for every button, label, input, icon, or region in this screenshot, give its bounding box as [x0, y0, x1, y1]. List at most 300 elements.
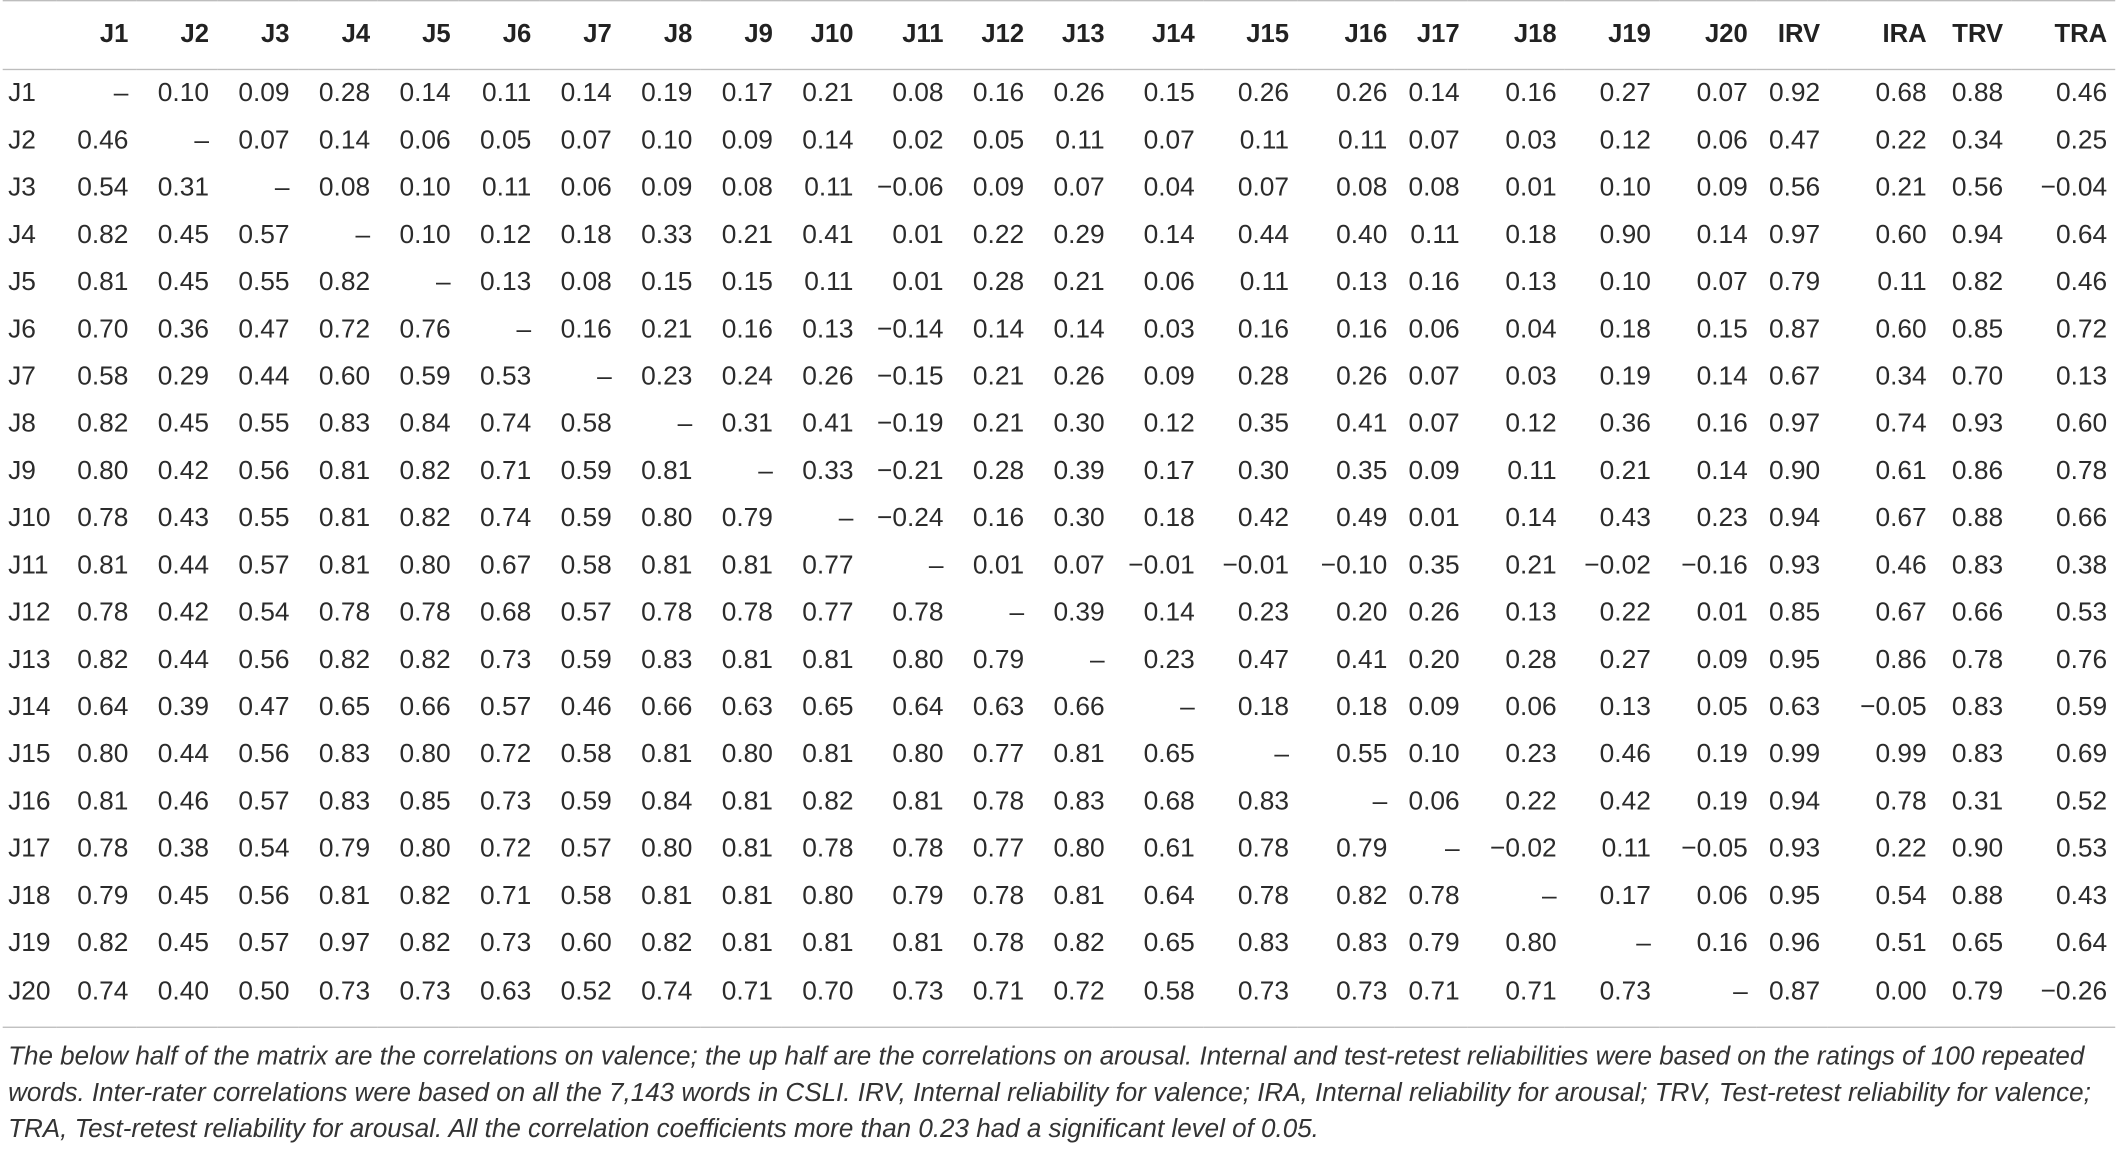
table-cell: 0.45 — [157, 928, 209, 958]
table-cell: 0.47 — [238, 314, 290, 344]
table-cell: 0.72 — [480, 739, 532, 769]
table-cell: 0.43 — [1599, 503, 1651, 533]
table-cell: 0.97 — [1768, 219, 1821, 250]
table-cell: 0.28 — [972, 267, 1025, 297]
table-cell: 0.22 — [1875, 833, 1927, 864]
table-cell: 0.41 — [1336, 408, 1388, 439]
column-header: J1 — [57, 1, 136, 70]
table-cell: 0.60 — [1875, 314, 1927, 344]
table-cell: 0.78 — [77, 833, 129, 864]
table-cell: 0.06 — [1143, 267, 1195, 297]
table-cell: 0.14 — [1696, 455, 1748, 486]
table-cell: 0.73 — [862, 967, 952, 1027]
table-cell: 0.60 — [318, 361, 371, 392]
table-cell: −0.19 — [876, 408, 944, 439]
table-cell: 0.06 — [1505, 692, 1557, 722]
table-cell: 0.10 — [1599, 267, 1651, 297]
table-cell: 0.45 — [157, 408, 209, 439]
table-cell: 0.05 — [480, 125, 532, 156]
table-cell: 0.28 — [972, 455, 1025, 486]
table-cell: – — [1009, 597, 1025, 628]
table-cell: 0.10 — [399, 172, 451, 203]
table-cell: 0.08 — [318, 172, 371, 203]
table-row — [3, 826, 2116, 873]
table-cell: 0.65 — [802, 692, 854, 722]
table-cell: 0.58 — [1113, 967, 1203, 1027]
table-row — [3, 401, 2116, 448]
table-cell: 0.90 — [1768, 455, 1821, 486]
table-cell: 0.82 — [77, 644, 129, 675]
table-cell: 0.12 — [1599, 125, 1651, 156]
table-cell: 0.83 — [1237, 928, 1290, 958]
table-cell: 0.81 — [721, 644, 773, 675]
table-cell: −0.02 — [1490, 833, 1557, 864]
table-cell: 0.13 — [480, 267, 532, 297]
table-cell: 0.78 — [77, 503, 129, 533]
table-cell: 0.00 — [1828, 967, 1935, 1027]
column-header: J12 — [952, 1, 1033, 70]
table-cell: 0.33 — [641, 219, 693, 250]
table-cell: 0.11 — [1239, 267, 1290, 297]
table-row — [3, 873, 2116, 920]
table-cell: 0.18 — [1143, 503, 1195, 533]
table-cell: 0.66 — [641, 692, 693, 722]
table-cell: −0.15 — [876, 361, 944, 392]
table-cell: 0.26 — [1336, 78, 1388, 108]
table-cell: 0.81 — [641, 739, 693, 769]
table-cell: 0.54 — [77, 172, 129, 203]
table-cell: 0.83 — [318, 408, 371, 439]
table-cell: 0.95 — [1768, 644, 1821, 675]
table-cell: 0.09 — [1408, 692, 1460, 722]
table-cell: 0.79 — [77, 880, 129, 911]
table-cell: 0.36 — [1599, 408, 1651, 439]
table-cell: 0.56 — [1951, 172, 2004, 203]
table-cell: 0.10 — [157, 78, 209, 108]
table-cell: 0.14 — [1408, 78, 1460, 108]
table-cell: 0.12 — [480, 219, 532, 250]
table-cell: 0.23 — [1505, 739, 1557, 769]
table-cell: – — [838, 503, 854, 533]
table-cell: 0.81 — [318, 880, 371, 911]
table-cell: 0.80 — [892, 644, 944, 675]
table-cell: 0.79 — [1768, 267, 1821, 297]
table-cell: −0.16 — [1681, 550, 1748, 581]
table-cell: 0.64 — [2055, 219, 2108, 250]
row-label: J19 — [8, 928, 51, 958]
table-cell: 0.59 — [560, 503, 612, 533]
table-cell: 0.81 — [77, 550, 129, 581]
table-cell: 0.09 — [972, 172, 1025, 203]
table-cell: 0.01 — [1696, 597, 1748, 628]
table-cell: 0.65 — [1143, 739, 1195, 769]
table-cell: 0.81 — [892, 928, 944, 958]
table-cell: 0.70 — [1951, 361, 2004, 392]
table-cell: 0.14 — [1696, 219, 1748, 250]
column-header: J6 — [459, 1, 540, 70]
table-cell: 0.44 — [238, 361, 290, 392]
table-cell: 0.31 — [1951, 786, 2004, 817]
table-body — [3, 69, 2116, 1027]
table-cell: 0.44 — [157, 739, 209, 769]
column-header: J2 — [137, 1, 218, 70]
table-cell: 0.74 — [480, 503, 532, 533]
table-cell: 0.59 — [2055, 692, 2108, 722]
table-cell: 0.64 — [2055, 928, 2108, 958]
table-cell: 0.25 — [2055, 125, 2108, 156]
table-cell: 0.07 — [1408, 125, 1460, 156]
table-cell: 0.95 — [1768, 880, 1821, 911]
table-cell: −0.02 — [1584, 550, 1651, 581]
table-cell: 0.71 — [480, 880, 532, 911]
column-header: TRV — [1935, 1, 2011, 70]
table-cell: 0.81 — [721, 833, 773, 864]
table-cell: 0.53 — [2055, 833, 2108, 864]
table-cell: 0.11 — [1055, 125, 1105, 156]
table-cell: 0.81 — [1053, 739, 1105, 769]
table-cell: 0.19 — [1599, 361, 1651, 392]
table-cell: 0.79 — [1408, 928, 1460, 958]
table-cell: 0.90 — [1951, 833, 2004, 864]
table-cell: 0.09 — [641, 172, 693, 203]
table-cell: 0.90 — [1599, 219, 1651, 250]
table-cell: 0.21 — [1505, 550, 1557, 581]
table-cell: 0.80 — [1505, 928, 1557, 958]
table-cell: −0.04 — [2040, 172, 2108, 203]
table-cell: 0.78 — [972, 928, 1025, 958]
table-cell: 0.09 — [1143, 361, 1195, 392]
table-cell: 0.06 — [1408, 786, 1460, 817]
table-cell: 0.73 — [1297, 967, 1395, 1027]
table-cell: 0.59 — [560, 786, 612, 817]
table-cell: 0.01 — [972, 550, 1025, 581]
table-cell: 0.57 — [480, 692, 532, 722]
table-cell: −0.24 — [876, 503, 944, 533]
table-cell: 0.14 — [1143, 597, 1195, 628]
table-cell: 0.78 — [972, 786, 1025, 817]
table-cell: 0.21 — [641, 314, 693, 344]
table-cell: 0.85 — [399, 786, 451, 817]
table-cell: 0.81 — [641, 880, 693, 911]
table-cell: 0.11 — [481, 78, 532, 108]
row-label: J3 — [8, 172, 36, 203]
table-cell: 0.22 — [1875, 125, 1927, 156]
table-cell: 0.81 — [892, 786, 944, 817]
table-cell: 0.07 — [1408, 408, 1460, 439]
table-cell: 0.23 — [1237, 597, 1290, 628]
column-header: J15 — [1203, 1, 1297, 70]
table-cell: 0.17 — [721, 78, 773, 108]
table-cell: 0.72 — [1032, 967, 1113, 1027]
table-cell: 0.23 — [1143, 644, 1195, 675]
table-cell: 0.88 — [1951, 880, 2004, 911]
table-cell: 0.56 — [238, 880, 290, 911]
table-cell: 0.28 — [1505, 644, 1557, 675]
table-cell: 0.71 — [1395, 967, 1467, 1027]
table-cell: 0.80 — [399, 833, 451, 864]
table-row — [3, 495, 2116, 542]
table-cell: −0.05 — [1860, 692, 1927, 722]
table-cell: 0.46 — [2055, 267, 2108, 297]
table-cell: 0.71 — [952, 967, 1033, 1027]
table-cell: 0.68 — [1875, 78, 1927, 108]
table-row — [3, 69, 2116, 117]
row-label: J5 — [8, 267, 36, 297]
table-cell: 0.07 — [560, 125, 612, 156]
table-cell: −0.05 — [1681, 833, 1748, 864]
table-cell: 0.16 — [721, 314, 773, 344]
table-cell: – — [194, 125, 209, 156]
table-cell: 0.81 — [802, 739, 854, 769]
table-cell: 0.14 — [972, 314, 1025, 344]
table-cell: 0.66 — [1951, 597, 2004, 628]
table-cell: 0.06 — [1696, 125, 1748, 156]
table-cell: 0.82 — [399, 503, 451, 533]
table-cell: 0.22 — [972, 219, 1025, 250]
table-cell: 0.45 — [157, 880, 209, 911]
table-cell: 0.50 — [217, 967, 298, 1027]
table-cell: 0.21 — [972, 408, 1025, 439]
table-cell: 0.52 — [2055, 786, 2108, 817]
table-cell: 0.70 — [77, 314, 129, 344]
table-cell: 0.63 — [721, 692, 773, 722]
table-cell: 0.30 — [1053, 503, 1105, 533]
table-cell: 0.42 — [1237, 503, 1290, 533]
table-cell: – — [355, 219, 371, 250]
table-cell: 0.57 — [238, 219, 290, 250]
table-cell: 0.06 — [399, 125, 451, 156]
column-header: J14 — [1113, 1, 1203, 70]
table-cell: 0.78 — [1875, 786, 1927, 817]
table-cell: 0.93 — [1768, 550, 1821, 581]
table-cell: 0.66 — [2055, 503, 2108, 533]
row-label: J13 — [8, 644, 51, 675]
table-cell: – — [436, 267, 451, 297]
table-cell: 0.79 — [892, 880, 944, 911]
table-cell: −0.01 — [1128, 550, 1195, 581]
table-cell: 0.18 — [1237, 692, 1290, 722]
table-cell: 0.55 — [1336, 739, 1388, 769]
table-row — [3, 920, 2116, 967]
table-row — [3, 590, 2116, 637]
table-cell: 0.57 — [238, 928, 290, 958]
table-row — [3, 259, 2116, 306]
table-cell: 0.15 — [1143, 78, 1195, 108]
table-cell: 0.58 — [560, 408, 612, 439]
table-cell: – — [516, 314, 532, 344]
table-cell: 0.38 — [157, 833, 209, 864]
table-cell: 0.14 — [1143, 219, 1195, 250]
table-cell: 0.20 — [1408, 644, 1460, 675]
table-cell: 0.81 — [641, 455, 693, 486]
table-cell: 0.93 — [1951, 408, 2004, 439]
table-cell: 0.83 — [318, 739, 371, 769]
table-cell: 0.07 — [1053, 172, 1105, 203]
table-cell: 0.43 — [2055, 880, 2108, 911]
table-cell: 0.11 — [1601, 833, 1651, 864]
column-header: J16 — [1297, 1, 1395, 70]
table-cell: 0.26 — [1237, 78, 1290, 108]
table-cell: 0.67 — [480, 550, 532, 581]
table-cell: 0.11 — [481, 172, 532, 203]
table-cell: 0.81 — [802, 928, 854, 958]
row-label: J8 — [8, 408, 36, 439]
table-cell: 0.72 — [2055, 314, 2108, 344]
table-cell: 0.01 — [892, 219, 944, 250]
table-cell: 0.78 — [318, 597, 371, 628]
table-cell: 0.03 — [1505, 361, 1557, 392]
table-cell: 0.81 — [721, 786, 773, 817]
table-cell: 0.82 — [318, 267, 371, 297]
table-cell: 0.07 — [1696, 267, 1748, 297]
table-row — [3, 542, 2116, 589]
table-cell: 0.09 — [721, 125, 773, 156]
table-cell: 0.47 — [1237, 644, 1290, 675]
table-cell: 0.14 — [802, 125, 854, 156]
column-header: J3 — [217, 1, 298, 70]
table-cell: 0.56 — [238, 739, 290, 769]
table-footnote: The below half of the matrix are the correlations on valence; the up half are the correlations on arousal. Internal and test-retest reliabilities were based on the ratings of 100 repeated words. Inter-rater correlations were based on all the 7,143 words in CSLI. IRV, Internal reliability for valence; IRA, Internal reliability for arousal; TRV, Test-retest reliability for valence; TRA, Test-retest reliability for arousal. All the correlation coefficients more than 0.23 had a significant level of 0.05. — [8, 1042, 2091, 1144]
table-cell: 0.07 — [1053, 550, 1105, 581]
table-cell: 0.11 — [1338, 125, 1388, 156]
column-header: TRA — [2011, 1, 2115, 70]
table-cell: 0.86 — [1875, 644, 1927, 675]
table-cell: 0.34 — [1951, 125, 2004, 156]
table-cell: 0.11 — [1239, 125, 1290, 156]
table-cell: 0.16 — [560, 314, 612, 344]
column-header-corner — [3, 1, 58, 70]
column-header: IRV — [1756, 1, 1828, 70]
table-cell: 0.39 — [1053, 455, 1105, 486]
table-cell: 0.46 — [77, 125, 129, 156]
column-header: J13 — [1032, 1, 1113, 70]
table-cell: 0.82 — [399, 880, 451, 911]
column-header: J9 — [700, 1, 781, 70]
table-cell: 0.13 — [802, 314, 854, 344]
table-cell: 0.80 — [641, 503, 693, 533]
table-cell: 0.14 — [399, 78, 451, 108]
table-cell: 0.57 — [238, 786, 290, 817]
row-label: J11 — [8, 550, 49, 581]
table-cell: 0.10 — [399, 219, 451, 250]
table-cell: 0.61 — [1875, 455, 1927, 486]
table-cell: 0.16 — [1237, 314, 1290, 344]
table-cell: 0.80 — [802, 880, 854, 911]
table-cell: 0.65 — [1951, 928, 2004, 958]
table-cell: 0.46 — [1599, 739, 1651, 769]
table-cell: 0.92 — [1768, 78, 1821, 108]
table-cell: 0.06 — [1408, 314, 1460, 344]
table-cell: 0.81 — [77, 267, 129, 297]
table-cell: 0.88 — [1951, 78, 2004, 108]
table-cell: 0.72 — [480, 833, 532, 864]
table-cell: 0.46 — [2055, 78, 2108, 108]
table-cell: 0.35 — [1408, 550, 1460, 581]
table-cell: 0.22 — [1505, 786, 1557, 817]
table-cell: 0.31 — [721, 408, 773, 439]
table-row — [3, 778, 2116, 825]
table-cell: 0.21 — [1053, 267, 1105, 297]
table-cell: 0.07 — [238, 125, 290, 156]
table-cell: −0.01 — [1222, 550, 1290, 581]
table-cell: 0.40 — [137, 967, 218, 1027]
table-cell: 0.40 — [1336, 219, 1388, 250]
table-cell: – — [1659, 967, 1756, 1027]
table-cell: 0.11 — [804, 267, 854, 297]
table-cell: 0.44 — [1237, 219, 1290, 250]
table-cell: 0.86 — [1951, 455, 2004, 486]
column-header: J7 — [539, 1, 620, 70]
table-cell: 0.78 — [2055, 455, 2108, 486]
table-cell: 0.57 — [238, 550, 290, 581]
table-cell: 0.84 — [641, 786, 693, 817]
table-cell: 0.19 — [1696, 739, 1748, 769]
table-cell: 0.81 — [721, 928, 773, 958]
table-cell: 0.66 — [399, 692, 451, 722]
table-cell: −0.26 — [2011, 967, 2115, 1027]
table-cell: 0.53 — [480, 361, 532, 392]
table-cell: 0.14 — [318, 125, 371, 156]
table-cell: 0.82 — [77, 928, 129, 958]
row-label: J9 — [8, 455, 36, 486]
table-cell: 0.06 — [560, 172, 612, 203]
table-cell: 0.16 — [1408, 267, 1460, 297]
table-cell: 0.33 — [802, 455, 854, 486]
table-cell: 0.30 — [1237, 455, 1290, 486]
table-cell: 0.60 — [2055, 408, 2108, 439]
table-cell: 0.03 — [1505, 125, 1557, 156]
table-cell: 0.81 — [802, 644, 854, 675]
table-cell: – — [274, 172, 290, 203]
table-cell: 0.82 — [399, 928, 451, 958]
table-cell: 0.63 — [1768, 692, 1821, 722]
table-cell: 0.78 — [1408, 880, 1460, 911]
table-cell: 0.19 — [1696, 786, 1748, 817]
table-cell: 0.78 — [399, 597, 451, 628]
column-header: J5 — [378, 1, 459, 70]
table-cell: – — [1274, 739, 1290, 769]
table-cell: 0.72 — [318, 314, 371, 344]
table-cell: 0.07 — [1408, 361, 1460, 392]
table-cell: 0.04 — [1505, 314, 1557, 344]
table-cell: 0.74 — [1875, 408, 1927, 439]
table-cell: 0.29 — [157, 361, 209, 392]
table-cell: 0.59 — [560, 455, 612, 486]
row-label: J14 — [8, 692, 51, 722]
table-cell: 0.74 — [480, 408, 532, 439]
table-cell: 0.83 — [1951, 550, 2004, 581]
table-cell: 0.85 — [1768, 597, 1821, 628]
table-cell: 0.79 — [721, 503, 773, 533]
table-cell: 0.01 — [1505, 172, 1557, 203]
row-label: J4 — [8, 219, 36, 250]
table-cell: 0.77 — [972, 833, 1025, 864]
table-row — [3, 731, 2116, 778]
table-cell: 0.68 — [1143, 786, 1195, 817]
table-cell: 0.51 — [1875, 928, 1927, 958]
column-header: J11 — [862, 1, 952, 70]
table-cell: 0.16 — [1336, 314, 1388, 344]
table-cell: 0.13 — [1336, 267, 1388, 297]
table-cell: 0.52 — [539, 967, 620, 1027]
table-row — [3, 306, 2116, 353]
table-cell: 0.26 — [1053, 78, 1105, 108]
column-header: J19 — [1565, 1, 1659, 70]
table-cell: 0.94 — [1768, 786, 1821, 817]
table-cell: 0.78 — [892, 833, 944, 864]
table-cell: 0.78 — [77, 597, 129, 628]
column-header: J4 — [298, 1, 379, 70]
